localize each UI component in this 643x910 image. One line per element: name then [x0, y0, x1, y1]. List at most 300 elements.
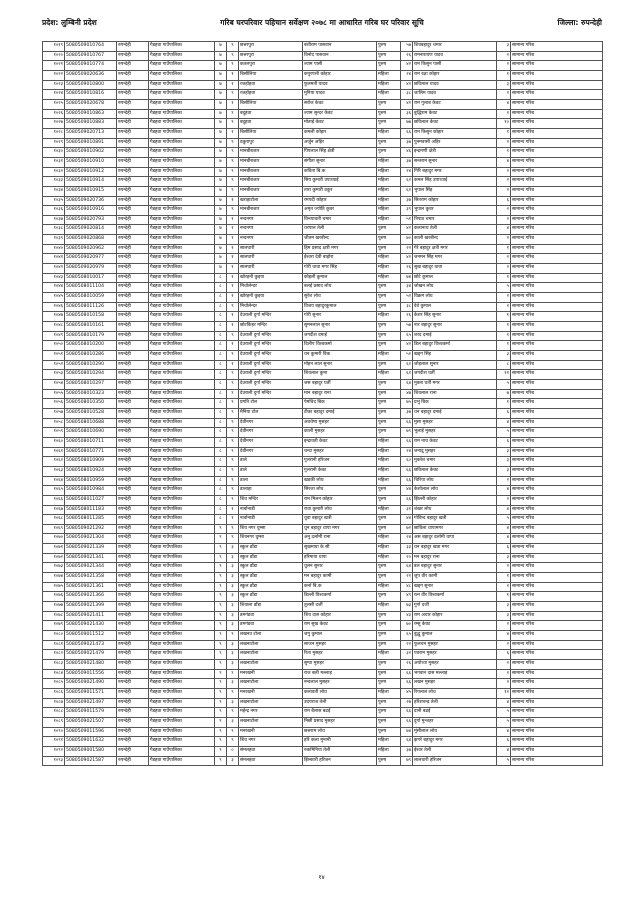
- head-name-cell: शिव दास कोहार: [303, 611, 377, 621]
- serial-no-cell: १०५८: [43, 418, 65, 428]
- ward-no-cell: ९: [215, 669, 227, 679]
- sub-ward-no-cell: ९: [227, 524, 239, 534]
- table-row: [43, 524, 603, 534]
- family-size-cell: ५: [497, 283, 511, 293]
- serial-no-cell: १०३१: [43, 157, 65, 167]
- municipality-cell: गैडहवा गाउँपालिका: [149, 51, 215, 61]
- municipality-cell: गैडहवा गाउँपालिका: [149, 611, 215, 621]
- sub-ward-no-cell: ३: [227, 592, 239, 602]
- head-name-cell: संगीता सुनार: [303, 157, 377, 167]
- serial-no-cell: १०४४: [43, 283, 65, 293]
- family-size-cell: २: [497, 264, 511, 274]
- tole-name-cell: मनरखनी: [239, 727, 303, 737]
- family-size-cell: ३: [497, 447, 511, 457]
- serial-no-cell: १०२४: [43, 90, 65, 100]
- tole-name-cell: बिसौलिया: [239, 128, 303, 138]
- municipality-cell: गैडहवा गाउँपालिका: [149, 61, 215, 71]
- family-size-cell: ८: [497, 360, 511, 370]
- poverty-class-cell: सामान्य गरिब: [511, 476, 603, 486]
- sub-ward-no-cell: ९: [227, 466, 239, 476]
- sub-ward-no-cell: ९: [227, 486, 239, 496]
- ward-no-cell: ९: [215, 660, 227, 670]
- age-cell: ६०: [401, 457, 413, 467]
- gender-cell: पुरुष: [377, 138, 401, 148]
- head-name-cell: धुलन सुनार: [303, 563, 377, 573]
- poverty-class-cell: सामान्य गरिब: [511, 370, 603, 380]
- household-id-cell: 5080509021480: [65, 660, 117, 670]
- municipality-cell: गैडहवा गाउँपालिका: [149, 379, 215, 389]
- head-name-cell: अनु दर्लामी राना: [303, 534, 377, 544]
- document-title: गरिब घरपरिवार पहिचान सर्वेक्षण २०७८ मा आधारित गरिब घर परिवार सूचि: [220, 18, 424, 27]
- head-name-cell: नन्दलाल मुसहर: [303, 679, 377, 689]
- father-name-cell: हरिशचन्द्र तेली: [413, 698, 497, 708]
- poverty-class-cell: सामान्य गरिब: [511, 727, 603, 737]
- serial-no-cell: १०२५: [43, 99, 65, 109]
- municipality-cell: गैडहवा गाउँपालिका: [149, 196, 215, 206]
- age-cell: ७४: [401, 727, 413, 737]
- district-cell: रुपन्देही: [117, 727, 149, 737]
- serial-no-cell: १०५०: [43, 341, 65, 351]
- sub-ward-no-cell: १: [227, 244, 239, 254]
- tole-name-cell: शिवनगर धुम्सा: [239, 534, 303, 544]
- municipality-cell: गैडहवा गाउँपालिका: [149, 99, 215, 109]
- table-row: [43, 437, 603, 447]
- tole-name-cell: स्कुल डाँडा: [239, 544, 303, 554]
- poverty-class-cell: सामान्य गरिब: [511, 312, 603, 322]
- table-row: [43, 746, 603, 756]
- sub-ward-no-cell: ९: [227, 351, 239, 361]
- gender-cell: महिला: [377, 312, 401, 322]
- serial-no-cell: १०४७: [43, 312, 65, 322]
- poverty-class-cell: सामान्य गरिब: [511, 650, 603, 660]
- district-cell: रुपन्देही: [117, 283, 149, 293]
- father-name-cell: पुनमवासी अहिर: [413, 138, 497, 148]
- gender-cell: पुरुष: [377, 379, 401, 389]
- poverty-class-cell: सामान्य गरिब: [511, 756, 603, 766]
- father-name-cell: भुपाल कुवर: [413, 206, 497, 216]
- sub-ward-no-cell: ९: [227, 389, 239, 399]
- family-size-cell: १: [497, 273, 511, 283]
- table-row: [43, 602, 603, 612]
- head-name-cell: ईश्वरा देवी बाहोरा: [303, 254, 377, 264]
- family-size-cell: २: [497, 167, 511, 177]
- head-name-cell: राम मिलन कोहार: [303, 495, 377, 505]
- gender-cell: महिला: [377, 688, 401, 698]
- ward-no-cell: ९: [215, 727, 227, 737]
- serial-no-cell: १०७०: [43, 534, 65, 544]
- municipality-cell: गैडहवा गाउँपालिका: [149, 254, 215, 264]
- ward-no-cell: ९: [215, 544, 227, 554]
- poverty-class-cell: सामान्य गरिब: [511, 660, 603, 670]
- father-name-cell: खड्ग सिंह: [413, 351, 497, 361]
- head-name-cell: कोइली कुमाल: [303, 273, 377, 283]
- gender-cell: महिला: [377, 273, 401, 283]
- father-name-cell: मुक्ता घर्ती मगर: [413, 379, 497, 389]
- family-size-cell: ३: [497, 611, 511, 621]
- serial-no-cell: १०६७: [43, 505, 65, 515]
- ward-no-cell: ८: [215, 331, 227, 341]
- municipality-cell: गैडहवा गाउँपालिका: [149, 399, 215, 409]
- head-name-cell: राधा कुमारी लोध: [303, 505, 377, 515]
- age-cell: ७९: [401, 756, 413, 766]
- ward-no-cell: ८: [215, 505, 227, 515]
- head-name-cell: मुनिया यादव: [303, 90, 377, 100]
- gender-cell: पुरुष: [377, 408, 401, 418]
- household-id-cell: 5080509011596: [65, 727, 117, 737]
- household-id-cell: 5080509001580: [65, 746, 117, 756]
- tole-name-cell: नन्दनगर: [239, 235, 303, 245]
- ward-no-cell: ८: [215, 476, 227, 486]
- district-cell: रुपन्देही: [117, 698, 149, 708]
- table-row: [43, 167, 603, 177]
- father-name-cell: मन बहादुर राना: [413, 553, 497, 563]
- serial-no-cell: १०७६: [43, 592, 65, 602]
- gender-cell: पुरुष: [377, 109, 401, 119]
- head-name-cell: सुखमाया के सी: [303, 544, 377, 554]
- gender-cell: महिला: [377, 746, 401, 756]
- head-name-cell: धरपाल तेली: [303, 225, 377, 235]
- family-size-cell: २: [497, 90, 511, 100]
- ward-no-cell: ८: [215, 495, 227, 505]
- household-id-cell: 5080509021430: [65, 621, 117, 631]
- tole-name-cell: ठकुरापुर: [239, 138, 303, 148]
- sub-ward-no-cell: ३: [227, 553, 239, 563]
- tole-name-cell: कतलपुरा: [239, 61, 303, 71]
- household-id-cell: 5080509010914: [65, 177, 117, 187]
- age-cell: २६: [401, 51, 413, 61]
- sub-ward-no-cell: ९: [227, 90, 239, 100]
- household-id-cell: 5080509010902: [65, 148, 117, 158]
- head-name-cell: साजन मुसहर: [303, 640, 377, 650]
- municipality-cell: गैडहवा गाउँपालिका: [149, 322, 215, 332]
- father-name-cell: देवे कुमाल: [413, 302, 497, 312]
- tole-name-cell: लखनाटोला: [239, 660, 303, 670]
- family-size-cell: २: [497, 563, 511, 573]
- serial-no-cell: १०८४: [43, 669, 65, 679]
- household-id-cell: 5080509020977: [65, 254, 117, 264]
- household-id-cell: 5080508011104: [65, 283, 117, 293]
- household-id-cell: 5080509020636: [65, 70, 117, 80]
- family-size-cell: ३: [497, 553, 511, 563]
- sub-ward-no-cell: ३: [227, 621, 239, 631]
- ward-no-cell: ८: [215, 322, 227, 332]
- tole-name-cell: देउराली दुर्गा मन्दिर: [239, 341, 303, 351]
- district-cell: रुपन्देही: [117, 631, 149, 641]
- gender-cell: पुरुष: [377, 341, 401, 351]
- district-cell: रुपन्देही: [117, 99, 149, 109]
- family-size-cell: ४: [497, 225, 511, 235]
- tole-name-cell: स्कुल डाँडा: [239, 553, 303, 563]
- table-row: [43, 186, 603, 196]
- table-row: [43, 717, 603, 727]
- sub-ward-no-cell: ९: [227, 186, 239, 196]
- serial-no-cell: १०३७: [43, 215, 65, 225]
- age-cell: ४८: [401, 582, 413, 592]
- age-cell: ६६: [401, 679, 413, 689]
- district-cell: रुपन्देही: [117, 379, 149, 389]
- age-cell: ४२: [401, 61, 413, 71]
- table-row: [43, 312, 603, 322]
- ward-no-cell: ७: [215, 254, 227, 264]
- family-size-cell: ५: [497, 428, 511, 438]
- household-id-cell: 5080509021473: [65, 640, 117, 650]
- poverty-class-cell: सामान्य गरिब: [511, 341, 603, 351]
- head-name-cell: अवधेष्य मुसहर: [303, 418, 377, 428]
- district-cell: रुपन्देही: [117, 428, 149, 438]
- family-size-cell: ५: [497, 515, 511, 525]
- tole-name-cell: देउराली दुर्गा मन्दिर: [239, 389, 303, 399]
- age-cell: २६: [401, 312, 413, 322]
- household-id-cell: 5080508010323: [65, 389, 117, 399]
- table-row: [43, 80, 603, 90]
- head-name-cell: मन बहादुर कामी: [303, 573, 377, 583]
- sub-ward-no-cell: ९: [227, 428, 239, 438]
- ward-no-cell: ७: [215, 196, 227, 206]
- household-id-cell: 5080509010774: [65, 61, 117, 71]
- sub-ward-no-cell: ९: [227, 61, 239, 71]
- poverty-class-cell: सामान्य गरिब: [511, 128, 603, 138]
- age-cell: २४: [401, 70, 413, 80]
- head-name-cell: फुलमती यादव: [303, 80, 377, 90]
- serial-no-cell: १०७१: [43, 544, 65, 554]
- tole-name-cell: देवीनगर: [239, 437, 303, 447]
- table-row: [43, 331, 603, 341]
- municipality-cell: गैडहवा गाउँपालिका: [149, 631, 215, 641]
- gender-cell: पुरुष: [377, 708, 401, 718]
- family-size-cell: २: [497, 254, 511, 264]
- family-size-cell: २: [497, 621, 511, 631]
- table-row: [43, 756, 603, 766]
- ward-no-cell: ७: [215, 99, 227, 109]
- father-name-cell: केशोलाल लोध: [413, 486, 497, 496]
- serial-no-cell: १०३२: [43, 167, 65, 177]
- municipality-cell: गैडहवा गाउँपालिका: [149, 109, 215, 119]
- father-name-cell: बुद्धिराम केवट: [413, 109, 497, 119]
- sub-ward-no-cell: १: [227, 225, 239, 235]
- ward-no-cell: ९: [215, 698, 227, 708]
- father-name-cell: कमल सिंह उपाध्याई: [413, 177, 497, 187]
- tole-name-cell: सालघारी: [239, 244, 303, 254]
- household-id-cell: 5080509010800: [65, 80, 117, 90]
- household-table: [42, 41, 603, 766]
- poverty-class-cell: सामान्य गरिब: [511, 206, 603, 216]
- sub-ward-no-cell: १: [227, 80, 239, 90]
- father-name-cell: दानी बढई: [413, 708, 497, 718]
- age-cell: ३१: [401, 505, 413, 515]
- municipality-cell: गैडहवा गाउँपालिका: [149, 138, 215, 148]
- district-cell: रुपन्देही: [117, 293, 149, 303]
- father-name-cell: भुपाल सिंह: [413, 186, 497, 196]
- poverty-class-cell: सामान्य गरिब: [511, 428, 603, 438]
- father-name-cell: झिल्ली कोहार: [413, 495, 497, 505]
- household-id-cell: 5080509021497: [65, 698, 117, 708]
- age-cell: ६२: [401, 360, 413, 370]
- serial-no-cell: १०१९: [43, 42, 65, 52]
- family-size-cell: १: [497, 148, 511, 158]
- district-cell: रुपन्देही: [117, 157, 149, 167]
- sub-ward-no-cell: १: [227, 128, 239, 138]
- age-cell: ६६: [401, 717, 413, 727]
- tole-name-cell: सालघारी: [239, 264, 303, 274]
- gender-cell: महिला: [377, 351, 401, 361]
- poverty-class-cell: सामान्य गरिब: [511, 640, 603, 650]
- table-row: [43, 660, 603, 670]
- poverty-class-cell: सामान्य गरिब: [511, 99, 603, 109]
- age-cell: ७३: [401, 602, 413, 612]
- municipality-cell: गैडहवा गाउँपालिका: [149, 186, 215, 196]
- family-size-cell: ६: [497, 408, 511, 418]
- tole-name-cell: डाले: [239, 466, 303, 476]
- family-size-cell: २: [497, 186, 511, 196]
- table-row: [43, 119, 603, 129]
- household-id-cell: 5080509021358: [65, 573, 117, 583]
- tole-name-cell: मानबीबजार: [239, 206, 303, 216]
- household-id-cell: 5080508010158: [65, 312, 117, 322]
- table-row: [43, 399, 603, 409]
- head-name-cell: गोरी सुनार: [303, 312, 377, 322]
- gender-cell: पुरुष: [377, 515, 401, 525]
- household-id-cell: 5080509021366: [65, 592, 117, 602]
- gender-cell: महिला: [377, 90, 401, 100]
- age-cell: ६६: [401, 466, 413, 476]
- sub-ward-no-cell: ९: [227, 42, 239, 52]
- father-name-cell: राम नाथ केवट: [413, 437, 497, 447]
- family-size-cell: ५: [497, 756, 511, 766]
- table-row: [43, 322, 603, 332]
- municipality-cell: गैडहवा गाउँपालिका: [149, 370, 215, 380]
- father-name-cell: कलानाथ तेली: [413, 225, 497, 235]
- father-name-cell: काली खरबीन्द: [413, 235, 497, 245]
- household-id-cell: 5080508011183: [65, 505, 117, 515]
- head-name-cell: काली मुसहर: [303, 428, 377, 438]
- municipality-cell: गैडहवा गाउँपालिका: [149, 157, 215, 167]
- family-size-cell: २: [497, 177, 511, 187]
- age-cell: ६६: [401, 495, 413, 505]
- household-id-cell: 5080508010350: [65, 399, 117, 409]
- gender-cell: महिला: [377, 582, 401, 592]
- serial-no-cell: १०५५: [43, 389, 65, 399]
- serial-no-cell: १०६५: [43, 486, 65, 496]
- gender-cell: पुरुष: [377, 640, 401, 650]
- family-size-cell: १: [497, 592, 511, 602]
- serial-no-cell: १०४६: [43, 302, 65, 312]
- serial-no-cell: १०५७: [43, 408, 65, 418]
- poverty-class-cell: सामान्य गरिब: [511, 708, 603, 718]
- family-size-cell: २: [497, 679, 511, 689]
- municipality-cell: गैडहवा गाउँपालिका: [149, 293, 215, 303]
- poverty-class-cell: सामान्य गरिब: [511, 611, 603, 621]
- head-name-cell: पेमचिद बिक: [303, 399, 377, 409]
- serial-no-cell: १०२७: [43, 119, 65, 129]
- serial-no-cell: १०७२: [43, 553, 65, 563]
- family-size-cell: ४: [497, 505, 511, 515]
- poverty-class-cell: सामान्य गरिब: [511, 254, 603, 264]
- household-id-cell: 5080509011571: [65, 688, 117, 698]
- family-size-cell: ६: [497, 437, 511, 447]
- gender-cell: पुरुष: [377, 61, 401, 71]
- gender-cell: पुरुष: [377, 563, 401, 573]
- father-name-cell: राम किसुन पासी: [413, 61, 497, 71]
- age-cell: ७९: [401, 428, 413, 438]
- poverty-class-cell: सामान्य गरिब: [511, 631, 603, 641]
- poverty-class-cell: सामान्य गरिब: [511, 90, 603, 100]
- father-name-cell: गिरि बहादुर मगर: [413, 167, 497, 177]
- father-name-cell: दुर्गा मुन्शहर: [413, 717, 497, 727]
- tole-name-cell: स्कुल डाँडा: [239, 592, 303, 602]
- ward-no-cell: ८: [215, 312, 227, 322]
- tole-name-cell: स्कुल डाँडा: [239, 563, 303, 573]
- serial-no-cell: १०५१: [43, 351, 65, 361]
- family-size-cell: ४: [497, 157, 511, 167]
- tole-name-cell: खोरहनी कुइया: [239, 293, 303, 303]
- father-name-cell: ईश्वर तेली: [413, 746, 497, 756]
- gender-cell: पुरुष: [377, 717, 401, 727]
- ward-no-cell: ९: [215, 717, 227, 727]
- father-name-cell: जोइलाल सुनार: [413, 360, 497, 370]
- table-row: [43, 148, 603, 158]
- table-row: [43, 70, 603, 80]
- sub-ward-no-cell: ९: [227, 688, 239, 698]
- district-cell: रुपन्देही: [117, 51, 149, 61]
- district-cell: रुपन्देही: [117, 167, 149, 177]
- head-name-cell: कविता बि.क: [303, 167, 377, 177]
- household-id-cell: 5080509020736: [65, 196, 117, 206]
- father-name-cell: शिवबहादुर चमार: [413, 42, 497, 52]
- serial-no-cell: १०२३: [43, 80, 65, 90]
- tole-name-cell: रजहोहवा: [239, 80, 303, 90]
- age-cell: ५२: [401, 293, 413, 303]
- household-id-cell: 5080509020979: [65, 264, 117, 274]
- ward-no-cell: ८: [215, 466, 227, 476]
- municipality-cell: गैडहवा गाउँपालिका: [149, 302, 215, 312]
- household-id-cell: 5080509021339: [65, 544, 117, 554]
- family-size-cell: २: [497, 206, 511, 216]
- age-cell: २६: [401, 264, 413, 274]
- poverty-class-cell: सामान्य गरिब: [511, 302, 603, 312]
- sub-ward-no-cell: ९: [227, 138, 239, 148]
- table-row: [43, 360, 603, 370]
- age-cell: ३२: [401, 650, 413, 660]
- ward-no-cell: ९: [215, 524, 227, 534]
- sub-ward-no-cell: ३: [227, 602, 239, 612]
- tole-name-cell: संमलहवा: [239, 756, 303, 766]
- poverty-class-cell: सामान्य गरिब: [511, 486, 603, 496]
- municipality-cell: गैडहवा गाउँपालिका: [149, 418, 215, 428]
- district-cell: रुपन्देही: [117, 660, 149, 670]
- head-name-cell: विजय बहादुरकुमाल: [303, 302, 377, 312]
- sub-ward-no-cell: १: [227, 293, 239, 303]
- family-size-cell: ४: [497, 486, 511, 496]
- municipality-cell: गैडहवा गाउँपालिका: [149, 650, 215, 660]
- serial-no-cell: १०४५: [43, 293, 65, 303]
- family-size-cell: १: [497, 322, 511, 332]
- ward-no-cell: ९: [215, 553, 227, 563]
- sub-ward-no-cell: ९: [227, 302, 239, 312]
- gender-cell: महिला: [377, 264, 401, 274]
- gender-cell: महिला: [377, 602, 401, 612]
- table-body: [43, 42, 603, 766]
- tole-name-cell: शिव मन्दिर: [239, 495, 303, 505]
- tole-name-cell: नार्वानाडी: [239, 505, 303, 515]
- family-size-cell: १०: [497, 119, 511, 129]
- municipality-cell: गैडहवा गाउँपालिका: [149, 428, 215, 438]
- tole-name-cell: नन्दनगर: [239, 225, 303, 235]
- page-number: १४: [318, 874, 325, 881]
- sub-ward-no-cell: ९: [227, 109, 239, 119]
- ward-no-cell: ७: [215, 70, 227, 80]
- age-cell: ६५: [401, 331, 413, 341]
- sub-ward-no-cell: ३: [227, 650, 239, 660]
